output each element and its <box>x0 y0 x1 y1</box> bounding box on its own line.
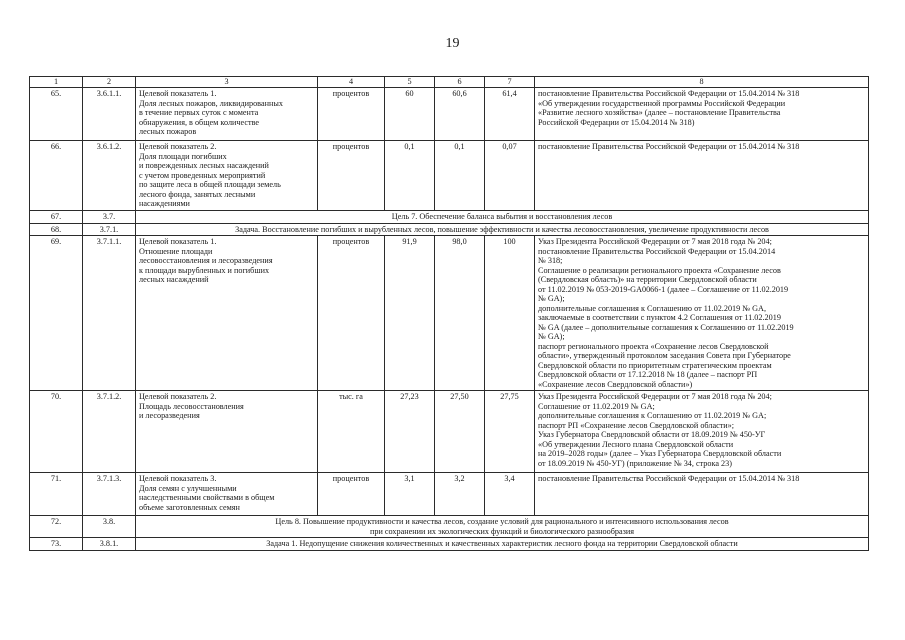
column-number: 4 <box>318 77 385 88</box>
source-document <box>535 88 869 141</box>
source-document-line: Указ Президента Российской Федерации от 7 мая 2018 года № 204; <box>538 237 772 246</box>
row-number: 71. <box>30 473 83 516</box>
indicator-name-line: Целевой показатель 1. <box>139 237 217 246</box>
row-code: 3.8. <box>83 516 136 538</box>
unit-of-measure: процентов <box>318 473 385 516</box>
indicators-table <box>29 76 869 551</box>
source-document-line: от 18.09.2019 № 450-УГ) (приложение № 34, строка 23) <box>538 458 732 468</box>
source-document-line: (Свердловская область)» на территории Свердловской области <box>538 275 757 284</box>
source-document-line: Указ Президента Российской Федерации от 7 мая 2018 года № 204; <box>538 392 772 401</box>
row-code: 3.7.1.1. <box>83 236 136 391</box>
indicator-name-line: в течение первых суток с момента <box>139 108 259 117</box>
row-code: 3.6.1.1. <box>83 88 136 141</box>
indicator-name-line: Целевой показатель 3. <box>139 474 217 483</box>
indicator-name-line: лесных пожаров <box>139 127 197 136</box>
value-col6: 60,6 <box>435 88 485 141</box>
table-row <box>30 391 869 473</box>
source-document-line: паспорт регионального проекта «Сохранение лесов Свердловской <box>538 341 769 351</box>
value-col5: 3,1 <box>385 473 435 516</box>
row-number: 68. <box>30 223 83 236</box>
table-row <box>30 516 869 538</box>
indicator-name-line: лесовосстановления и лесоразведения <box>139 256 273 265</box>
source-document-line: Свердловской области от 17.12.2018 № 18 (далее – паспорт РП <box>538 370 758 379</box>
indicator-name-line: объеме заготовленных семян <box>139 502 240 512</box>
row-number: 69. <box>30 236 83 391</box>
table-row <box>30 141 869 211</box>
indicator-name-line: лесных насаждений <box>139 275 209 284</box>
value-col6: 3,2 <box>435 473 485 516</box>
value-col6: 0,1 <box>435 141 485 211</box>
source-document-line: «Об утверждении государственной программы Российской Федерации <box>538 98 786 108</box>
table-row <box>30 236 869 391</box>
source-document-line: дополнительные соглашения к Соглашению от 11.02.2019 № GA, <box>538 303 767 313</box>
source-document-line: № GA (далее – дополнительные соглашения к Соглашению от 11.02.2019 <box>538 322 794 332</box>
column-number: 6 <box>435 77 485 88</box>
row-goal-text <box>136 516 869 538</box>
value-col5: 0,1 <box>385 141 435 211</box>
source-document-line: Соглашение от 11.02.2019 № GA; <box>538 401 655 411</box>
indicator-name-line: Доля семян с улучшенными <box>139 483 237 493</box>
source-document-line: от 11.02.2019 № 053-2019-GA0066-1 (далее – Соглашение от 11.02.2019 <box>538 284 789 294</box>
table-row <box>30 473 869 516</box>
table-row <box>30 88 869 141</box>
indicator-name-line: Целевой показатель 1. <box>139 89 217 98</box>
table-row <box>30 223 869 236</box>
goal-text-line: Задача 1. Недопущение снижения количественных и качественных характеристик лесного фонда на территории Свердловской области <box>266 539 738 548</box>
indicator-name <box>136 88 318 141</box>
column-number: 3 <box>136 77 318 88</box>
value-col5: 60 <box>385 88 435 141</box>
goal-text-line: Цель 8. Повышение продуктивности и качества лесов, создание условий для рационального и интенсивного использования лесов <box>275 517 729 526</box>
indicator-name-line: с учетом проведенных мероприятий <box>139 170 266 180</box>
source-document-line: паспорт РП «Сохранение лесов Свердловской области»; <box>538 420 735 430</box>
value-col7: 3,4 <box>485 473 535 516</box>
source-document-line: № GA); <box>538 294 565 303</box>
source-document-line: Свердловской области по приоритетным стратегическим проектам <box>538 360 772 370</box>
indicator-name-line: Целевой показатель 2. <box>139 392 217 401</box>
row-number: 66. <box>30 141 83 211</box>
row-code: 3.7.1. <box>83 223 136 236</box>
value-col7: 27,75 <box>485 391 535 473</box>
source-document-line: Соглашение о реализации регионального проекта «Сохранение лесов <box>538 265 781 275</box>
page-number: 19 <box>445 36 460 51</box>
indicator-name-line: Целевой показатель 2. <box>139 142 217 151</box>
row-code: 3.7.1.3. <box>83 473 136 516</box>
indicator-name-line: обнаружения, в общем количестве <box>139 117 260 127</box>
row-goal-text <box>136 538 869 551</box>
source-document-line: Указ Губернатора Свердловской области от 18.09.2019 № 450-УГ <box>538 430 766 439</box>
value-col7: 100 <box>485 236 535 391</box>
column-number: 8 <box>535 77 869 88</box>
column-number: 2 <box>83 77 136 88</box>
table-row <box>30 211 869 224</box>
source-document <box>535 236 869 391</box>
table-header-row <box>30 77 869 88</box>
row-goal-text <box>136 223 869 236</box>
row-code: 3.8.1. <box>83 538 136 551</box>
indicator-name <box>136 473 318 516</box>
value-col6: 27,50 <box>435 391 485 473</box>
indicator-name-line: и поврежденных лесных насаждений <box>139 161 269 170</box>
column-number: 7 <box>485 77 535 88</box>
row-number: 70. <box>30 391 83 473</box>
unit-of-measure: процентов <box>318 236 385 391</box>
row-number: 65. <box>30 88 83 141</box>
source-document-line: «Об утверждении Лесного плана Свердловской области <box>538 439 734 449</box>
indicator-name <box>136 236 318 391</box>
source-document-line: «Развитие лесного хозяйства» (далее – постановление Правительства <box>538 108 781 117</box>
source-document-line: постановление Правительства Российской Федерации от 15.04.2014 № 318 <box>538 142 800 151</box>
value-col5: 91,9 <box>385 236 435 391</box>
source-document-line: на 2019–2028 годы» (далее – Указ Губернатора Свердловской области <box>538 449 782 458</box>
row-code: 3.7. <box>83 211 136 224</box>
row-code: 3.6.1.2. <box>83 141 136 211</box>
source-document-line: постановление Правительства Российской Федерации от 15.04.2014 <box>538 246 776 256</box>
indicator-name-line: Доля лесных пожаров, ликвидированных <box>139 98 283 108</box>
indicator-name-line: Площадь лесовосстановления <box>139 401 244 411</box>
value-col7: 0,07 <box>485 141 535 211</box>
source-document <box>535 141 869 211</box>
row-code: 3.7.1.2. <box>83 391 136 473</box>
indicator-name <box>136 391 318 473</box>
row-goal-text <box>136 211 869 224</box>
goal-text-line: Задача. Восстановление погибших и вырубленных лесов, повышение эффективности и качества лесовосстановления, увеличение продуктивности лесов <box>235 224 769 234</box>
goal-text-line: Цель 7. Обеспечение баланса выбытия и восстановления лесов <box>391 212 613 221</box>
source-document-line: № 318; <box>538 256 563 265</box>
indicator-name <box>136 141 318 211</box>
row-number: 67. <box>30 211 83 224</box>
source-document-line: постановление Правительства Российской Федерации от 15.04.2014 № 318 <box>538 474 800 483</box>
indicator-name-line: по защите леса в общей площади земель <box>139 180 281 189</box>
column-number: 5 <box>385 77 435 88</box>
indicator-name-line: наследственными свойствами в общем <box>139 493 275 502</box>
row-number: 72. <box>30 516 83 538</box>
indicator-name-line: и лесоразведения <box>139 411 200 420</box>
row-number: 73. <box>30 538 83 551</box>
column-number: 1 <box>30 77 83 88</box>
goal-text-line: при сохранении их экологических функций и биологического разнообразия <box>369 526 635 536</box>
value-col5: 27,23 <box>385 391 435 473</box>
source-document-line: дополнительные соглашения к Соглашению от 11.02.2019 № GA; <box>538 411 767 420</box>
indicator-name-line: насаждениями <box>139 199 190 208</box>
indicator-name-line: к площади вырубленных и погибших <box>139 265 270 275</box>
table-row <box>30 538 869 551</box>
value-col6: 98,0 <box>435 236 485 391</box>
source-document-line: заключаемые в соответствии с пунктом 4.2 Соглашения от 11.02.2019 <box>538 313 781 322</box>
unit-of-measure: тыс. га <box>318 391 385 473</box>
indicator-name-line: Доля площади погибших <box>139 151 227 161</box>
value-col7: 61,4 <box>485 88 535 141</box>
source-document-line: № GA); <box>538 332 565 341</box>
source-document-line: Российской Федерации от 15.04.2014 № 318) <box>538 117 695 127</box>
indicator-name-line: лесного фонда, занятых лесными <box>139 189 256 199</box>
source-document <box>535 473 869 516</box>
source-document-line: области», утвержденный протоколом заседания Совета при Губернаторе <box>538 351 791 360</box>
source-document <box>535 391 869 473</box>
unit-of-measure: процентов <box>318 141 385 211</box>
source-document-line: «Сохранение лесов Свердловской области») <box>538 379 693 389</box>
source-document-line: постановление Правительства Российской Федерации от 15.04.2014 № 318 <box>538 89 800 98</box>
indicator-name-line: Отношение площади <box>139 246 213 256</box>
unit-of-measure: процентов <box>318 88 385 141</box>
